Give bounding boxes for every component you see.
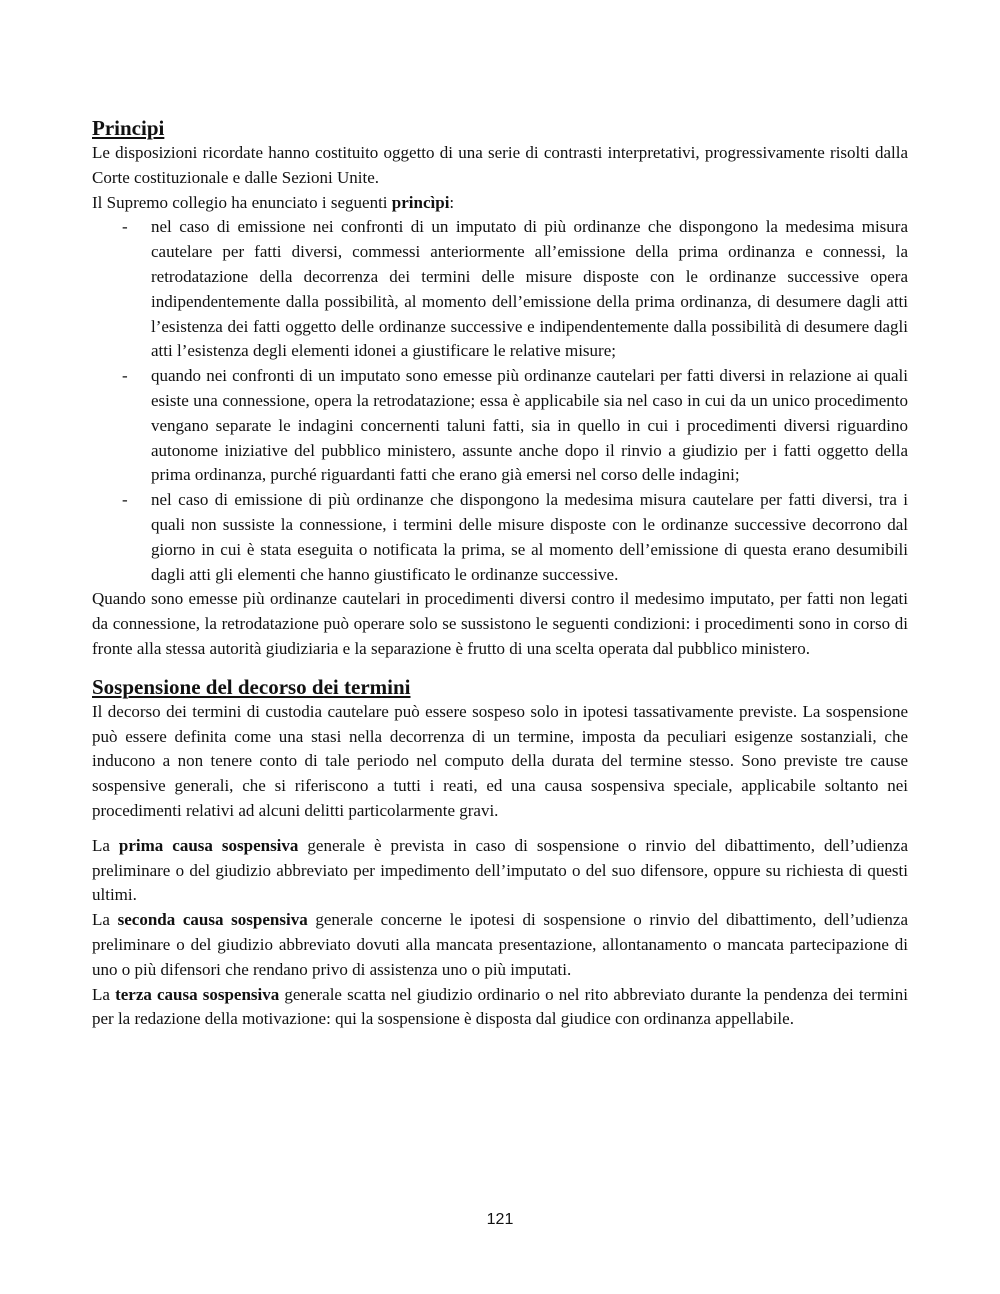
dash-bullet-icon: - xyxy=(122,490,128,510)
cause-paragraph-third xyxy=(92,983,908,1033)
cause-text: La xyxy=(92,910,118,930)
closing-paragraph: Quando sono emesse più ordinanze cautelari in procedimenti diversi contro il medesimo imputato, per fatti non legati da connessione, la retrodatazione può operare solo se sussistono le seguenti condizioni: i procedimenti sono in corso di fronte alla stessa autorità giudiziaria e la separazione è frutto di una scelta operata dal pubblico ministero. xyxy=(92,589,908,658)
cause-bold-term: prima causa sospensiva xyxy=(118,835,299,855)
cause-bold-term: seconda causa sospensiva xyxy=(117,910,308,930)
sospensione-intro-paragraph: Il decorso dei termini di custodia cautelare può essere sospeso solo in ipotesi tassativamente previste. La sospensione può essere definita come una stasi nella decorrenza di un termine, imposta da peculiari esigenze sostanziali, che inducono a non tenere conto di tale periodo nel computo della durata del termine stesso. Sono previste tre cause sospensive generali, che si riferiscono a tutti i reati, ed una causa sospensiva speciale, applicabile soltanto nei procedimenti relativi ad alcuni delitti particolarmente gravi. xyxy=(92,701,908,820)
cause-text: generale concerne le ipotesi di sospensione o rinvio del dibattimento, dell’udienza preliminare o del giudizio abbreviato dovuti alla mancata presentazione, allontanamento o mancata partecipazione di uno o più difensori che rendano privo di assistenza uno o più imputati. xyxy=(92,910,908,979)
principles-list xyxy=(92,215,908,587)
cause-text: La xyxy=(92,835,119,855)
document-page xyxy=(92,115,908,1032)
list-item xyxy=(92,364,908,488)
cause-text: generale è prevista in caso di sospensione o rinvio del dibattimento, dell’udienza preliminare o del giudizio abbreviato per impedimento dell’imputato o del suo difensore, oppure su richiesta di questi ultimi. xyxy=(92,835,909,905)
list-item-text: nel caso di emissione di più ordinanze che dispongono la medesima misura cautelare per fatti diversi, tra i quali non sussiste la connessione, i termini delle misure disposte con le ordinanze successive decorrono dal giorno in cui è stata eseguita o notificata la prima, se al momento dell’emissione di questa erano desumibili dagli atti gli elementi che hanno giustificato le ordinanze successive. xyxy=(151,490,908,584)
cause-text: generale scatta nel giudizio ordinario o nel rito abbreviato durante la pendenza dei termini per la redazione della motivazione: qui la sospensione è disposta dal giudice con ordinanza appellabile. xyxy=(92,984,908,1029)
list-item xyxy=(92,215,908,364)
lead-paragraph xyxy=(92,191,908,216)
lead-colon: : xyxy=(449,192,455,212)
lead-text: Il Supremo collegio ha enunciato i seguenti xyxy=(92,192,392,212)
lead-bold-term: princìpi xyxy=(391,192,450,212)
section-heading-sospensione: Sospensione del decorso dei termini xyxy=(92,674,411,699)
intro-paragraph: Le disposizioni ricordate hanno costituito oggetto di una serie di contrasti interpretativi, progressivamente risolti dalla Corte costituzionale e dalle Sezioni Unite. xyxy=(92,143,908,187)
cause-paragraph-first xyxy=(92,834,908,908)
section-heading-principi: Principi xyxy=(92,116,165,140)
cause-text: La xyxy=(92,984,116,1004)
page-number: 121 xyxy=(486,1211,514,1228)
list-item xyxy=(92,488,908,587)
dash-bullet-icon: - xyxy=(122,217,128,237)
dash-bullet-icon: - xyxy=(122,366,128,386)
list-item-text: quando nei confronti di un imputato sono emesse più ordinanze cautelari per fatti diversi in relazione ai quali esiste una connessione, opera la retrodatazione; essa è applicabile sia nel caso in cui da un unico procedimento vengano separate le indagini concernenti taluni fatti, sia in quello in cui i procedimenti diversi riguardino autonome iniziative del pubblico ministero, assunte anche dopo il rinvio a giudizio per i fatti oggetto della prima ordinanza, purché riguardanti fatti che erano già emersi nel corso delle indagini; xyxy=(151,366,908,485)
list-item-text: nel caso di emissione nei confronti di un imputato di più ordinanze che dispongono la medesima misura cautelare per fatti diversi, commessi anteriormente all’emissione della prima ordinanza e connessi, la retrodatazione della decorrenza dei termini delle misure disposte con le ordinanze successive opera indipendentemente dalla possibilità, al momento dell’emissione della prima ordinanza, di desumere dagli atti l’esistenza dei fatti oggetto delle ordinanze successive e indipendentemente dalla possibilità di desumere dagli atti l’esistenza degli elementi idonei a giustificare le relative misure; xyxy=(151,217,908,361)
cause-paragraph-second xyxy=(92,908,908,982)
cause-bold-term: terza causa sospensiva xyxy=(115,984,280,1004)
